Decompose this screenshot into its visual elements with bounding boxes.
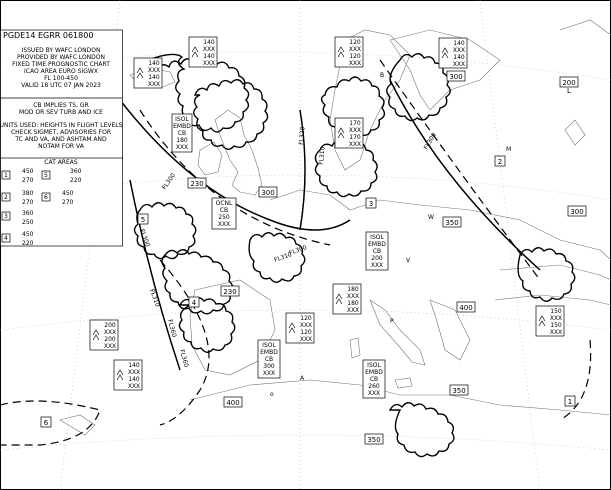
map-letter: V xyxy=(406,257,411,264)
area-number-1 xyxy=(565,396,575,406)
cb-label-isol-180 xyxy=(172,114,192,152)
svg-text:450: 450 xyxy=(62,190,74,197)
jet-label: FL360 xyxy=(178,348,190,369)
svg-text:400: 400 xyxy=(226,399,240,407)
jet-label: FL310 xyxy=(318,146,327,166)
turb-label-text: 200 xyxy=(104,322,116,329)
svg-text:PROVIDED BY WAFC LONDON: PROVIDED BY WAFC LONDON xyxy=(16,54,106,61)
map-letter: B xyxy=(380,72,385,79)
jet-label: FL360 xyxy=(166,318,178,339)
turb-label-text: 170 xyxy=(349,134,361,141)
svg-text:EMBD: EMBD xyxy=(173,123,191,130)
svg-text:450: 450 xyxy=(22,168,34,175)
tropopause-height xyxy=(560,77,578,87)
turb-label-text: XXX xyxy=(202,46,216,53)
svg-text:6: 6 xyxy=(44,194,48,201)
svg-text:350: 350 xyxy=(445,219,459,227)
tropopause-height xyxy=(188,178,206,188)
turb-label-text: 140 xyxy=(128,376,140,383)
svg-text:ICAO AREA EURO SIGWX: ICAO AREA EURO SIGWX xyxy=(24,68,98,75)
svg-text:3: 3 xyxy=(368,200,374,208)
svg-text:XXX: XXX xyxy=(370,262,384,269)
svg-text:TC AND VA, AND ASHTAM AND: TC AND VA, AND ASHTAM AND xyxy=(15,136,107,143)
tropopause-low-marker: L xyxy=(567,87,571,95)
tropopause-height xyxy=(221,286,239,296)
svg-text:5: 5 xyxy=(140,216,146,224)
turb-label-t10 xyxy=(536,306,564,336)
turb-label-t4 xyxy=(439,38,467,68)
svg-text:CB: CB xyxy=(369,376,379,383)
svg-text:200: 200 xyxy=(371,255,383,262)
turb-label-text: XXX xyxy=(202,60,216,67)
turb-label-text: XXX xyxy=(549,329,563,336)
turb-label-text: XXX xyxy=(299,322,313,329)
svg-text:OCNL: OCNL xyxy=(215,200,233,207)
turb-label-t2 xyxy=(189,37,217,67)
tropopause-height xyxy=(443,217,461,227)
svg-text:220: 220 xyxy=(22,240,34,247)
svg-text:1: 1 xyxy=(567,398,573,406)
chart-id: PGDE14 EGRR 061800 xyxy=(3,31,94,40)
svg-text:MOD OR SEV TURB AND ICE: MOD OR SEV TURB AND ICE xyxy=(19,109,103,116)
svg-text:FL 100-450: FL 100-450 xyxy=(44,75,78,82)
svg-text:300: 300 xyxy=(570,208,584,216)
tropopause-height xyxy=(365,434,383,444)
svg-text:4: 4 xyxy=(4,235,8,242)
turb-label-t9 xyxy=(114,360,142,390)
tropopause-height xyxy=(568,206,586,216)
svg-text:250: 250 xyxy=(22,219,34,226)
svg-text:260: 260 xyxy=(368,383,380,390)
turb-label-text: XXX xyxy=(127,383,141,390)
svg-text:220: 220 xyxy=(70,177,82,184)
turb-label-text: XXX xyxy=(147,67,161,74)
turb-label-text: 150 xyxy=(550,322,562,329)
svg-text:300: 300 xyxy=(261,189,275,197)
cb-label-ocnl-250 xyxy=(212,198,236,229)
svg-text:180: 180 xyxy=(176,137,188,144)
turb-label-text: XXX xyxy=(147,81,161,88)
turb-label-text: XXX xyxy=(346,293,360,300)
svg-text:FIXED TIME PROGNOSTIC CHART: FIXED TIME PROGNOSTIC CHART xyxy=(12,61,110,68)
turb-label-text: XXX xyxy=(127,369,141,376)
svg-text:ISOL: ISOL xyxy=(175,116,189,123)
header-panel xyxy=(0,30,123,160)
area-number-3 xyxy=(366,198,376,208)
svg-text:NOTAM FOR VA: NOTAM FOR VA xyxy=(38,143,84,150)
turb-label-t6 xyxy=(333,284,361,314)
svg-text:UNITS USED: HEIGHTS IN FLIGHT: UNITS USED: HEIGHTS IN FLIGHT LEVELS xyxy=(0,122,123,129)
turb-label-text: 140 xyxy=(203,39,215,46)
svg-text:300: 300 xyxy=(263,363,275,370)
svg-text:ISOL: ISOL xyxy=(367,362,381,369)
tropopause-height xyxy=(259,187,277,197)
svg-text:230: 230 xyxy=(190,180,204,188)
svg-text:5: 5 xyxy=(44,172,48,179)
turb-label-t3 xyxy=(335,37,363,67)
map-letter: A xyxy=(300,375,305,382)
svg-text:3: 3 xyxy=(4,213,8,220)
turb-label-t1 xyxy=(134,58,162,88)
turb-label-text: 140 xyxy=(203,53,215,60)
cb-label-isol-260 xyxy=(363,360,385,398)
svg-text:ISOL: ISOL xyxy=(370,234,384,241)
jet-label: FL300 xyxy=(160,172,178,192)
svg-text:EMBD: EMBD xyxy=(365,369,383,376)
jet-label: FL310 xyxy=(148,288,161,308)
cb-label-isol-300 xyxy=(258,340,280,378)
turb-label-text: XXX xyxy=(549,315,563,322)
svg-text:350: 350 xyxy=(367,436,381,444)
turb-label-text: 150 xyxy=(550,308,562,315)
turb-label-text: XXX xyxy=(348,141,362,148)
turb-label-text: XXX xyxy=(103,343,117,350)
svg-text:CB: CB xyxy=(219,207,229,214)
area-number-5 xyxy=(138,214,148,224)
svg-text:XXX: XXX xyxy=(175,144,189,151)
turb-label-text: XXX xyxy=(452,61,466,68)
svg-text:1: 1 xyxy=(4,172,8,179)
turb-label-text: 140 xyxy=(148,74,160,81)
svg-text:CAT AREAS: CAT AREAS xyxy=(44,159,78,166)
svg-text:300: 300 xyxy=(449,73,463,81)
turb-label-text: 180 xyxy=(347,300,359,307)
turb-label-text: 180 xyxy=(347,286,359,293)
cat-areas-legend xyxy=(1,158,123,247)
svg-text:CB: CB xyxy=(264,356,274,363)
turb-label-text: 120 xyxy=(349,39,361,46)
svg-text:450: 450 xyxy=(22,231,34,238)
info-text xyxy=(12,47,110,89)
turb-label-text: 140 xyxy=(128,362,140,369)
turb-label-text: XXX xyxy=(452,47,466,54)
cb-label-isol-200 xyxy=(366,232,388,270)
jet-label: FL310 xyxy=(273,251,293,264)
svg-text:EMBD: EMBD xyxy=(368,241,386,248)
svg-text:360: 360 xyxy=(22,210,34,217)
svg-text:4: 4 xyxy=(191,299,197,307)
svg-text:250: 250 xyxy=(218,214,230,221)
svg-text:ISSUED BY WAFC LONDON: ISSUED BY WAFC LONDON xyxy=(21,47,101,54)
svg-text:2: 2 xyxy=(497,158,503,166)
svg-text:EMBD: EMBD xyxy=(260,349,278,356)
svg-text:360: 360 xyxy=(70,168,82,175)
area-number-2 xyxy=(495,156,505,166)
map-letter: W xyxy=(428,214,434,221)
svg-text:270: 270 xyxy=(22,177,34,184)
svg-text:XXX: XXX xyxy=(367,390,381,397)
tropopause-height xyxy=(224,397,242,407)
turb-label-text: XXX xyxy=(348,127,362,134)
tropopause-height xyxy=(457,302,475,312)
tropopause-height xyxy=(450,385,468,395)
svg-text:XXX: XXX xyxy=(217,221,231,228)
jet-label: FL300 xyxy=(138,228,151,248)
turb-label-text: XXX xyxy=(346,307,360,314)
jet-label: FL320 xyxy=(298,126,307,146)
turb-label-text: XXX xyxy=(348,60,362,67)
turb-label-t8 xyxy=(90,320,118,350)
turb-label-t7 xyxy=(286,313,314,343)
svg-text:270: 270 xyxy=(22,199,34,206)
turb-label-text: 200 xyxy=(104,336,116,343)
map-letter: M xyxy=(506,146,512,153)
svg-text:6: 6 xyxy=(43,419,49,427)
svg-text:350: 350 xyxy=(452,387,466,395)
svg-text:400: 400 xyxy=(459,304,473,312)
svg-text:230: 230 xyxy=(223,288,237,296)
turb-label-text: XXX xyxy=(103,329,117,336)
turb-label-text: XXX xyxy=(299,336,313,343)
svg-text:380: 380 xyxy=(22,190,34,197)
svg-text:2: 2 xyxy=(4,194,8,201)
turb-label-text: XXX xyxy=(348,46,362,53)
area-number-6 xyxy=(41,417,51,427)
svg-text:CB: CB xyxy=(177,130,187,137)
turb-label-text: 140 xyxy=(453,40,465,47)
svg-text:CB IMPLIES TS, GR: CB IMPLIES TS, GR xyxy=(33,102,89,109)
svg-text:200: 200 xyxy=(562,79,576,87)
turb-label-text: 170 xyxy=(349,120,361,127)
area-number-4 xyxy=(189,297,199,307)
svg-text:CB: CB xyxy=(372,248,382,255)
svg-text:CHECK SIGMET, ADVISORIES FOR: CHECK SIGMET, ADVISORIES FOR xyxy=(10,129,112,136)
jet-label: FL300 xyxy=(422,131,438,151)
svg-text:VALID 18 UTC 07 JAN 2023: VALID 18 UTC 07 JAN 2023 xyxy=(21,82,101,89)
turb-label-t5 xyxy=(335,118,363,148)
turb-label-text: 140 xyxy=(453,54,465,61)
map-letter: o xyxy=(270,391,274,398)
svg-text:XXX: XXX xyxy=(262,370,276,377)
turb-label-text: 140 xyxy=(148,60,160,67)
svg-text:ISOL: ISOL xyxy=(262,342,276,349)
map-letter: P xyxy=(390,318,394,325)
svg-text:270: 270 xyxy=(62,199,74,206)
turb-label-text: 120 xyxy=(349,53,361,60)
jet-label: FL300 xyxy=(288,244,308,257)
tropopause-height xyxy=(447,71,465,81)
turb-label-text: 120 xyxy=(300,315,312,322)
turb-label-text: 120 xyxy=(300,329,312,336)
